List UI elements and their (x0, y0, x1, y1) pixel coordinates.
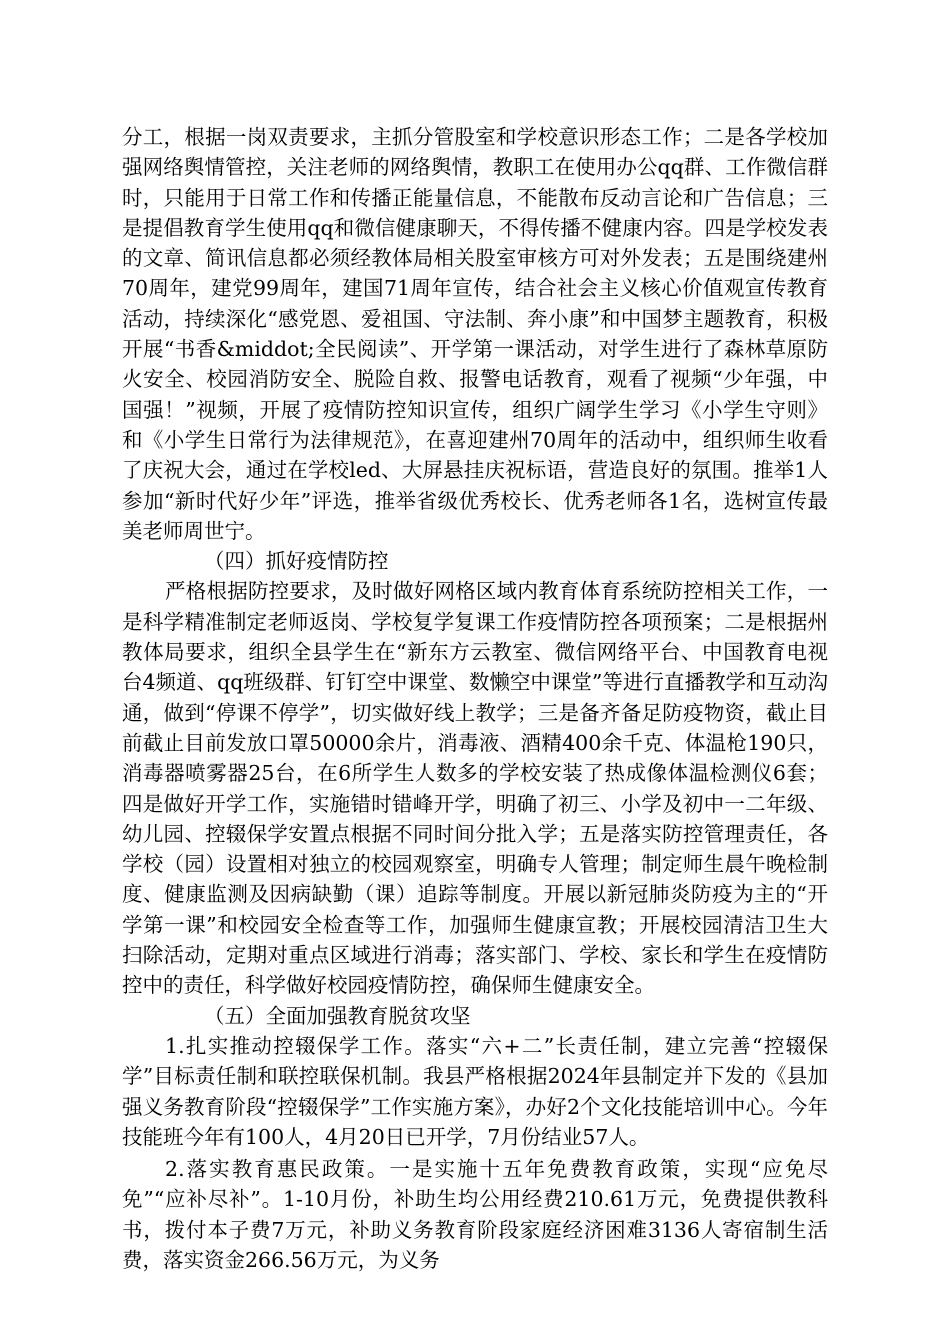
paragraph-epidemic-control: 严格根据防控要求，及时做好网格区域内教育体育系统防控相关工作，一是科学精准制定老师返岗、学校复学复课工作疫情防控各项预案；二是根据州教体局要求，组织全县学生在“新东方云教室、微信网络平台、中国教育电视台4频道、qq班级群、钉钉空中课堂、数懒空中课堂”等进行直播教学和互动沟通，做到“停课不停学”，切实做好线上教学；三是备齐备足防疫物资，截止目前截止目前发放口罩50000余片，消毒液、酒精400余千克、体温枪190只，消毒器喷雾器25台，在6所学生人数多的学校安装了热成像体温检测仪6套；四是做好开学工作，实施错时错峰开学，明确了初三、小学及初中一二年级、幼儿园、控辍保学安置点根据不同时间分批入学；五是落实防控管理责任，各学校（园）设置相对独立的校园观察室，明确专人管理；制定师生晨午晚检制度、健康监测及因病缺勤（课）追踪等制度。开展以新冠肺炎防疫为主的“开学第一课”和校园安全检查等工作，加强师生健康宣教；开展校园清洁卫生大扫除活动，定期对重点区域进行消毒；落实部门、学校、家长和学生在疫情防控中的责任，科学做好校园疫情防控，确保师生健康安全。 (122, 579, 828, 998)
section-heading-epidemic-control: （四）抓好疫情防控 (204, 549, 389, 574)
paragraph-benefit-policy: 2.落实教育惠民政策。一是实施十五年免费教育政策，实现“应免尽免”“应补尽补”。1-10月份，补助生均公用经费210.61万元，免费提供教科书，拨付本子费7万元，补助义务教育阶段家庭经济困难3136人寄宿制生活费，落实资金266.56万元，为义务 (122, 1157, 828, 1272)
document-body (122, 122, 828, 1275)
paragraph-ideology-work: 分工，根据一岗双责要求，主抓分管股室和学校意识形态工作；二是各学校加强网络舆情管控，关注老师的网络舆情，教职工在使用办公qq群、工作微信群时，只能用于日常工作和传播正能量信息，不能散布反动言论和广告信息；三是提倡教育学生使用qq和微信健康聊天，不得传播不健康内容。四是学校发表的文章、简讯信息都必须经教体局相关股室审核方可对外发表；五是围绕建州70周年，建党99周年，建国71周年宣传，结合社会主义核心价值观宣传教育活动，持续深化“感党恩、爱祖国、守法制、奔小康”和中国梦主题教育，积极开展“书香&middot;全民阅读”、开学第一课活动，对学生进行了森林草原防火安全、校园消防安全、脱险自救、报警电话教育，观看了视频“少年强，中国强！”视频，开展了疫情防控知识宣传，组织广阔学生学习《小学生守则》和《小学生日常行为法律规范》，在喜迎建州70周年的活动中，组织师生收看了庆祝大会，通过在学校led、大屏悬挂庆祝标语，营造良好的氛围。推举1人参加“新时代好少年”评选，推举省级优秀校长、优秀老师各1名，选树宣传最美老师周世宁。 (122, 125, 828, 543)
paragraph-dropout-control: 1.扎实推动控辍保学工作。落实“六+二”长责任制，建立完善“控辍保学”目标责任制和联控联保机制。我县严格根据2024年县制定并下发的《县加强义务教育阶段“控辍保学”工作实施方案》，办好2个文化技能培训中心。今年技能班今年有100人，4月20日已开学，7月份结业57人。 (122, 1033, 828, 1149)
section-heading-poverty-alleviation: （五）全面加强教育脱贫攻坚 (204, 1003, 471, 1028)
